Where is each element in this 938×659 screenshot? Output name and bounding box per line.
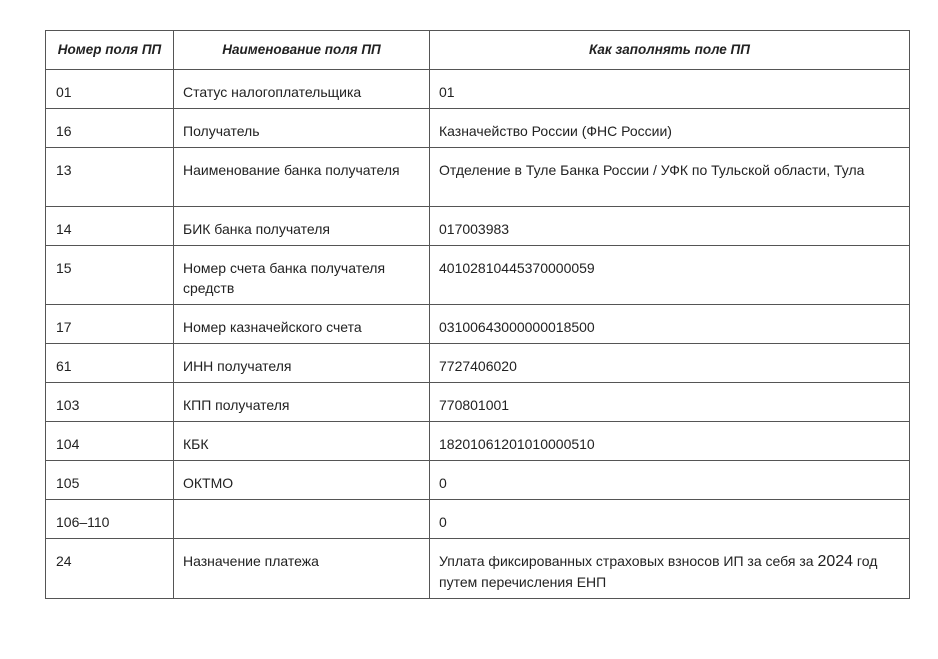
table-row: [46, 207, 910, 246]
field-value-text: Уплата фиксированных страховых взносов ИП за себя за: [439, 553, 818, 569]
table-row: [46, 148, 910, 207]
field-value: Казначейство России (ФНС России): [430, 109, 910, 148]
field-value: 0: [430, 500, 910, 539]
field-number: 13: [46, 148, 174, 207]
field-value: 0: [430, 461, 910, 500]
field-name: БИК банка получателя: [174, 207, 430, 246]
field-value: 770801001: [430, 383, 910, 422]
field-number: 24: [46, 539, 174, 599]
field-number: 14: [46, 207, 174, 246]
field-name: [174, 500, 430, 539]
field-value: 18201061201010000510: [430, 422, 910, 461]
field-number: 16: [46, 109, 174, 148]
field-value-year: 2024: [817, 553, 854, 570]
payment-fields-table: [45, 30, 910, 599]
field-name: Статус налогоплательщика: [174, 70, 430, 109]
field-name: КБК: [174, 422, 430, 461]
field-value: 7727406020: [430, 344, 910, 383]
table-row: [46, 344, 910, 383]
field-name: Назначение платежа: [174, 539, 430, 599]
field-number: 105: [46, 461, 174, 500]
field-name: Номер счета банка получателя средств: [174, 246, 430, 305]
field-name: КПП получателя: [174, 383, 430, 422]
field-number: 103: [46, 383, 174, 422]
field-value: 01: [430, 70, 910, 109]
table-row: [46, 422, 910, 461]
field-number: 61: [46, 344, 174, 383]
field-value: Отделение в Туле Банка России / УФК по Тульской области, Тула: [430, 148, 910, 207]
field-name: Получатель: [174, 109, 430, 148]
field-name: Наименование банка получателя: [174, 148, 430, 207]
field-value: [430, 539, 910, 599]
header-field-name: Наименование поля ПП: [174, 31, 430, 70]
field-number: 15: [46, 246, 174, 305]
field-value: 40102810445370000059: [430, 246, 910, 305]
table-row: [46, 539, 910, 599]
field-number: 17: [46, 305, 174, 344]
field-value: 017003983: [430, 207, 910, 246]
field-value: 03100643000000018500: [430, 305, 910, 344]
table-row: [46, 70, 910, 109]
header-how-to-fill: Как заполнять поле ПП: [430, 31, 910, 70]
field-number: 104: [46, 422, 174, 461]
header-field-number: Номер поля ПП: [46, 31, 174, 70]
field-number: 106–110: [46, 500, 174, 539]
field-name: ОКТМО: [174, 461, 430, 500]
table-header-row: [46, 31, 910, 70]
table-row: [46, 109, 910, 148]
table-row: [46, 246, 910, 305]
table-row: [46, 305, 910, 344]
table-row: [46, 500, 910, 539]
field-number: 01: [46, 70, 174, 109]
field-name: Номер казначейского счета: [174, 305, 430, 344]
table-row: [46, 383, 910, 422]
field-value-text: год путем перечисления ЕНП: [439, 553, 878, 590]
table-row: [46, 461, 910, 500]
field-name: ИНН получателя: [174, 344, 430, 383]
